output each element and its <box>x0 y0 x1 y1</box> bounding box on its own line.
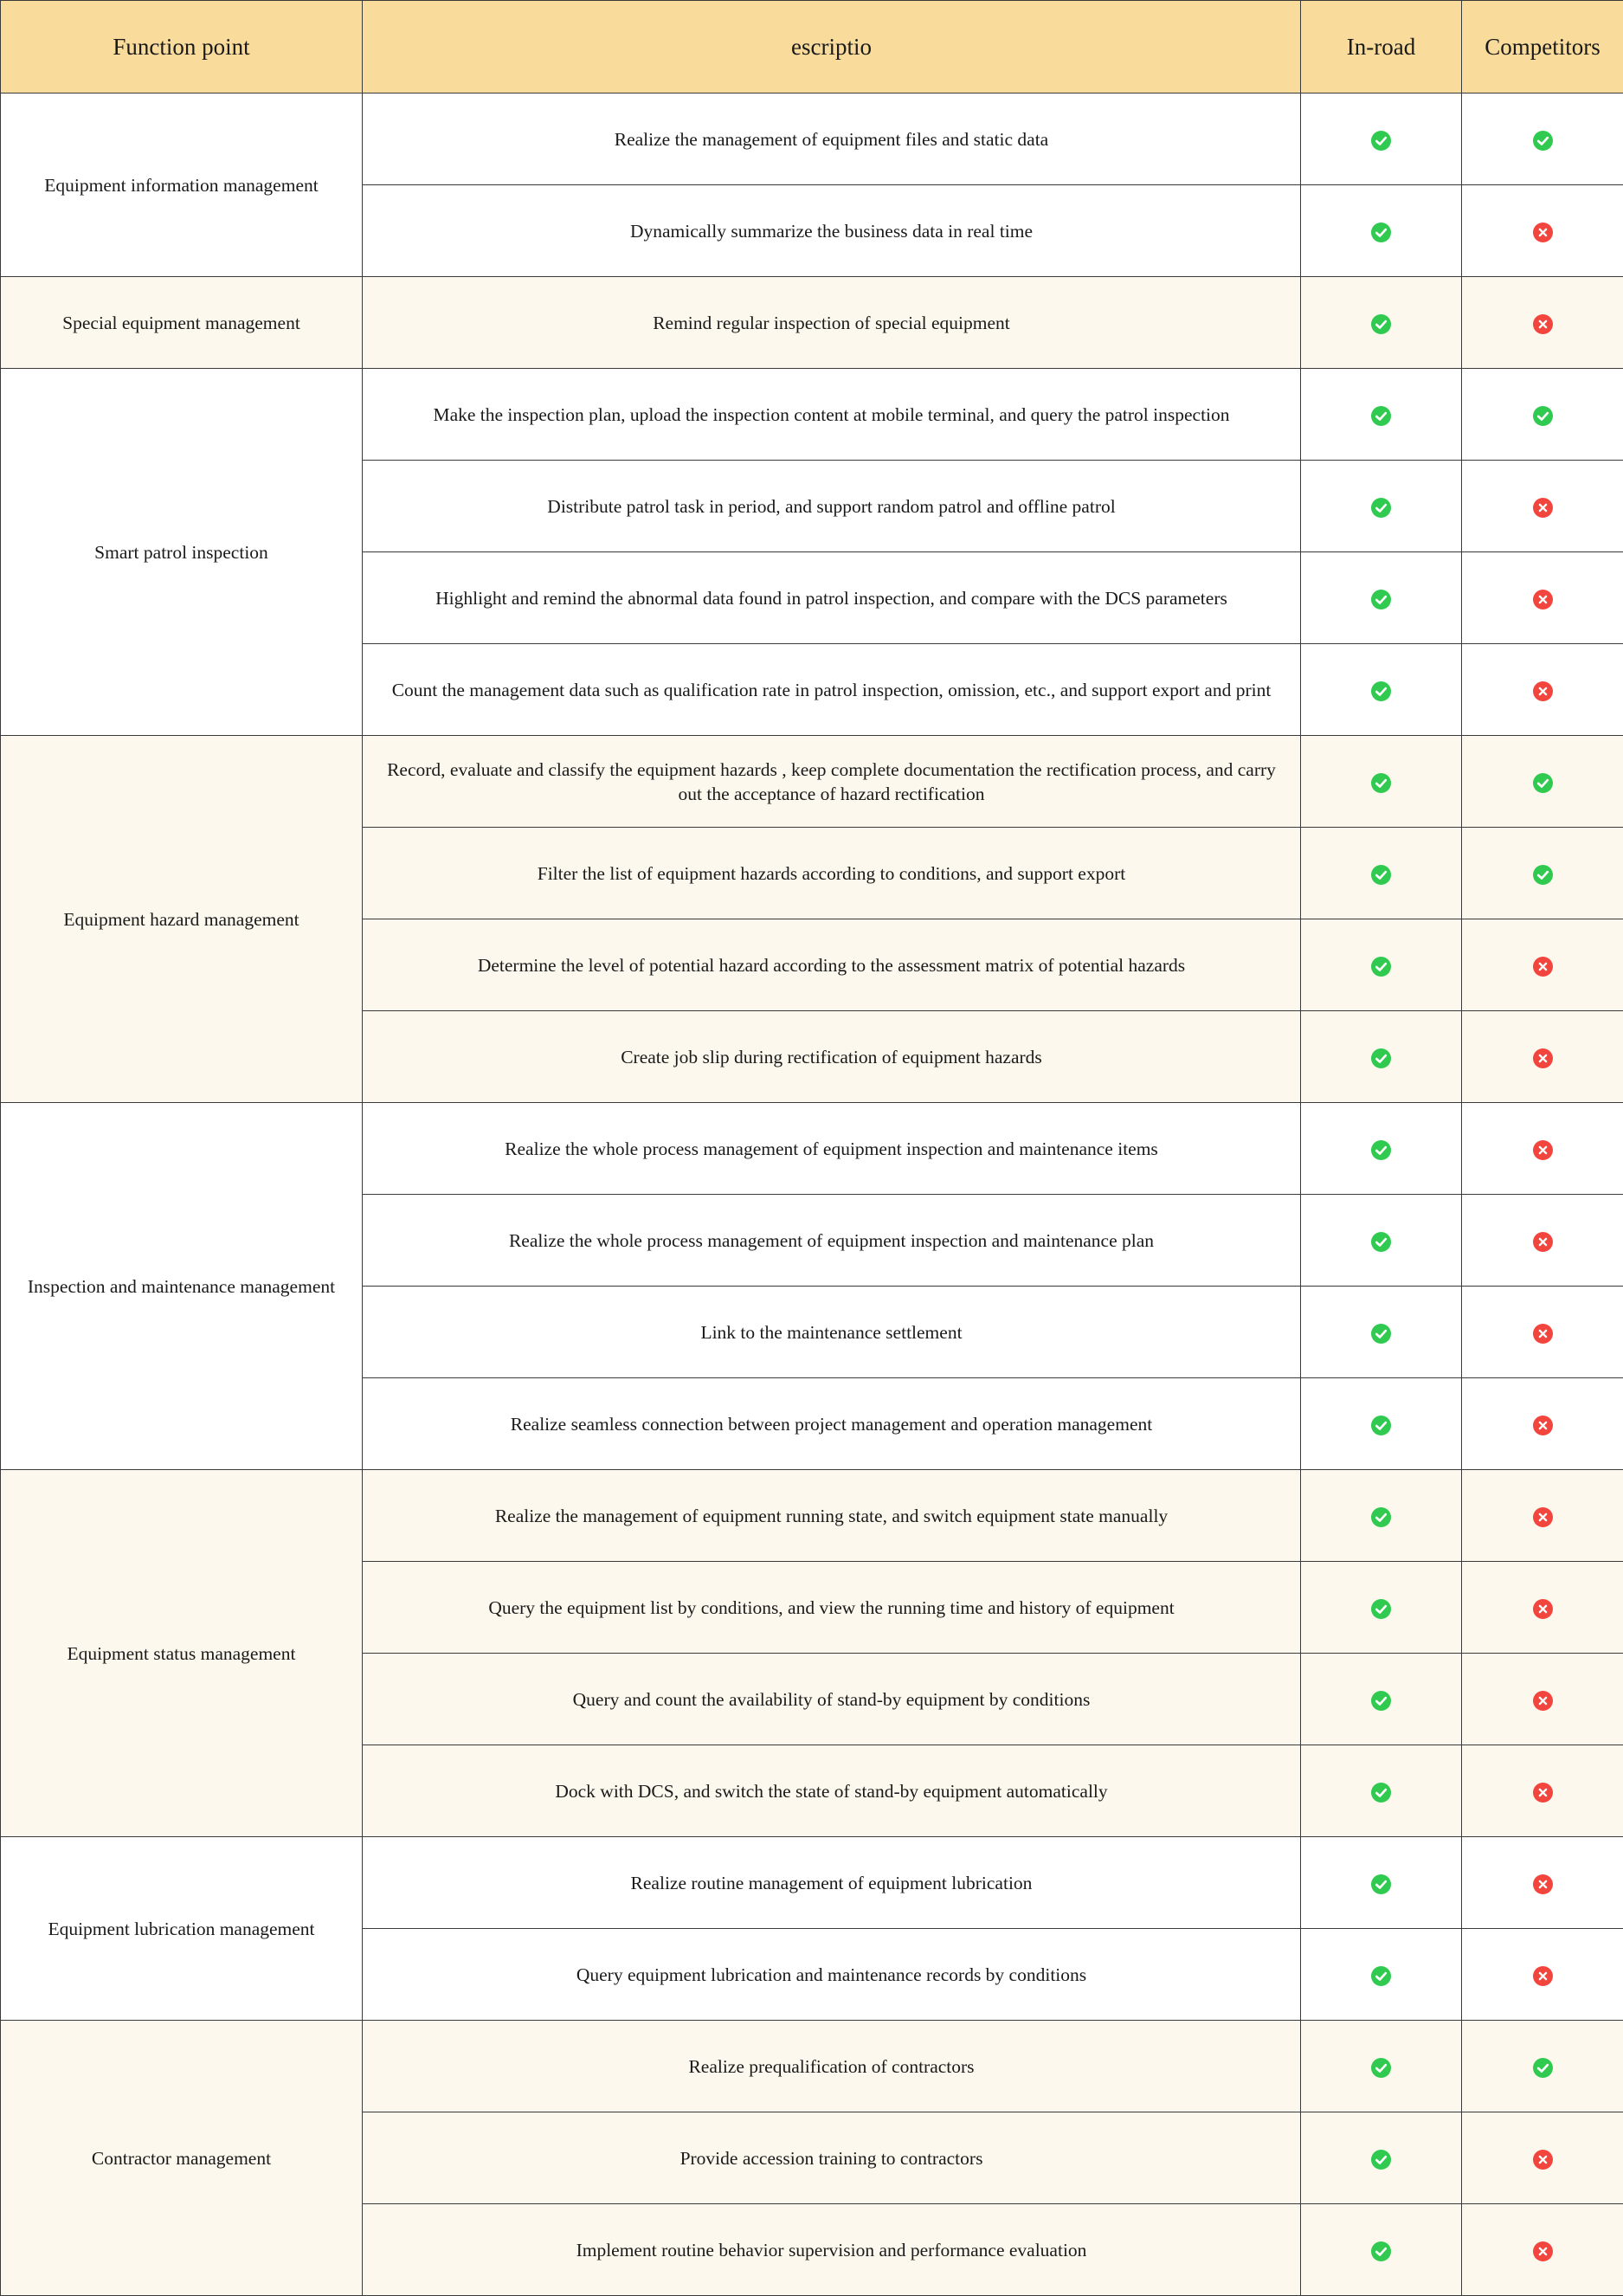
competitors-cell <box>1462 1837 1623 1929</box>
competitors-cell <box>1462 1745 1623 1837</box>
cross-circle-icon <box>1533 498 1553 518</box>
cross-circle-icon <box>1533 2241 1553 2261</box>
in-road-cell <box>1301 644 1462 736</box>
in-road-cell <box>1301 2112 1462 2204</box>
header-competitors: Competitors <box>1462 1 1623 94</box>
check-circle-icon <box>1371 2241 1391 2261</box>
in-road-cell <box>1301 1011 1462 1103</box>
table-row <box>1 1103 1623 1195</box>
competitors-cell <box>1462 2021 1623 2112</box>
function-group <box>1 94 1623 277</box>
check-circle-icon <box>1371 865 1391 885</box>
competitors-cell <box>1462 1654 1623 1745</box>
cross-circle-icon <box>1533 1691 1553 1711</box>
check-circle-icon <box>1371 1140 1391 1160</box>
competitors-cell <box>1462 828 1623 919</box>
description-cell: Query the equipment list by conditions, and view the running time and history of equipment <box>363 1562 1301 1654</box>
header-function-point: Function point <box>1 1 363 94</box>
competitors-cell <box>1462 461 1623 552</box>
competitors-cell <box>1462 2112 1623 2204</box>
check-circle-icon <box>1371 1966 1391 1986</box>
in-road-cell <box>1301 1562 1462 1654</box>
table-header <box>1 1 1623 94</box>
cross-circle-icon <box>1533 1599 1553 1619</box>
in-road-cell <box>1301 828 1462 919</box>
in-road-cell <box>1301 369 1462 461</box>
in-road-cell <box>1301 552 1462 644</box>
description-cell: Query equipment lubrication and maintenance records by conditions <box>363 1929 1301 2021</box>
function-group <box>1 736 1623 1103</box>
in-road-cell <box>1301 461 1462 552</box>
check-circle-icon <box>1371 1416 1391 1435</box>
competitors-cell <box>1462 1378 1623 1470</box>
competitors-cell <box>1462 644 1623 736</box>
cross-circle-icon <box>1533 223 1553 242</box>
check-circle-icon <box>1371 1324 1391 1344</box>
cross-circle-icon <box>1533 1966 1553 1986</box>
in-road-cell <box>1301 1287 1462 1378</box>
competitors-cell <box>1462 1103 1623 1195</box>
cross-circle-icon <box>1533 1048 1553 1068</box>
check-circle-icon <box>1371 957 1391 977</box>
in-road-cell <box>1301 1103 1462 1195</box>
description-cell: Record, evaluate and classify the equipment hazards , keep complete documentation the rectification process, and carry out the acceptance of hazard rectification <box>363 736 1301 828</box>
description-cell: Distribute patrol task in period, and support random patrol and offline patrol <box>363 461 1301 552</box>
check-circle-icon <box>1371 590 1391 609</box>
competitors-cell <box>1462 2204 1623 2296</box>
check-circle-icon <box>1533 131 1553 151</box>
competitors-cell <box>1462 1470 1623 1562</box>
check-circle-icon <box>1371 314 1391 334</box>
cross-circle-icon <box>1533 1507 1553 1527</box>
function-group <box>1 2021 1623 2296</box>
check-circle-icon <box>1371 498 1391 518</box>
description-cell: Realize the whole process management of equipment inspection and maintenance plan <box>363 1195 1301 1287</box>
in-road-cell <box>1301 1470 1462 1562</box>
description-cell: Remind regular inspection of special equipment <box>363 277 1301 369</box>
function-point-cell: Inspection and maintenance management <box>1 1103 363 1470</box>
description-cell: Realize the management of equipment files and static data <box>363 94 1301 185</box>
check-circle-icon <box>1371 131 1391 151</box>
competitors-cell <box>1462 736 1623 828</box>
description-cell: Count the management data such as qualification rate in patrol inspection, omission, etc., and support export and print <box>363 644 1301 736</box>
competitors-cell <box>1462 1929 1623 2021</box>
table-row <box>1 94 1623 185</box>
check-circle-icon <box>1371 2150 1391 2170</box>
description-cell: Dynamically summarize the business data in real time <box>363 185 1301 277</box>
check-circle-icon <box>1533 2058 1553 2078</box>
in-road-cell <box>1301 1929 1462 2021</box>
description-cell: Highlight and remind the abnormal data found in patrol inspection, and compare with the DCS parameters <box>363 552 1301 644</box>
function-point-cell: Contractor management <box>1 2021 363 2296</box>
check-circle-icon <box>1533 406 1553 426</box>
check-circle-icon <box>1371 773 1391 793</box>
in-road-cell <box>1301 277 1462 369</box>
header-in-road: In-road <box>1301 1 1462 94</box>
competitors-cell <box>1462 1011 1623 1103</box>
cross-circle-icon <box>1533 1232 1553 1252</box>
function-group <box>1 277 1623 369</box>
cross-circle-icon <box>1533 2150 1553 2170</box>
check-circle-icon <box>1371 1507 1391 1527</box>
function-point-cell: Equipment lubrication management <box>1 1837 363 2021</box>
check-circle-icon <box>1371 406 1391 426</box>
function-group <box>1 1837 1623 2021</box>
cross-circle-icon <box>1533 681 1553 701</box>
in-road-cell <box>1301 736 1462 828</box>
function-group <box>1 369 1623 736</box>
in-road-cell <box>1301 185 1462 277</box>
cross-circle-icon <box>1533 1324 1553 1344</box>
check-circle-icon <box>1371 2058 1391 2078</box>
description-cell: Filter the list of equipment hazards according to conditions, and support export <box>363 828 1301 919</box>
description-cell: Dock with DCS, and switch the state of stand-by equipment automatically <box>363 1745 1301 1837</box>
check-circle-icon <box>1371 681 1391 701</box>
table-row <box>1 736 1623 828</box>
header-row <box>1 1 1623 94</box>
cross-circle-icon <box>1533 957 1553 977</box>
check-circle-icon <box>1371 1599 1391 1619</box>
function-group <box>1 1103 1623 1470</box>
description-cell: Implement routine behavior supervision and performance evaluation <box>363 2204 1301 2296</box>
table-row <box>1 1837 1623 1929</box>
in-road-cell <box>1301 2204 1462 2296</box>
table-row <box>1 2021 1623 2112</box>
description-cell: Determine the level of potential hazard according to the assessment matrix of potential hazards <box>363 919 1301 1011</box>
check-circle-icon <box>1371 223 1391 242</box>
competitors-cell <box>1462 369 1623 461</box>
check-circle-icon <box>1371 1783 1391 1803</box>
in-road-cell <box>1301 919 1462 1011</box>
cross-circle-icon <box>1533 1416 1553 1435</box>
check-circle-icon <box>1533 773 1553 793</box>
check-circle-icon <box>1371 1874 1391 1894</box>
function-point-cell: Smart patrol inspection <box>1 369 363 736</box>
competitors-cell <box>1462 94 1623 185</box>
description-cell: Create job slip during rectification of equipment hazards <box>363 1011 1301 1103</box>
check-circle-icon <box>1371 1048 1391 1068</box>
description-cell: Provide accession training to contractors <box>363 2112 1301 2204</box>
in-road-cell <box>1301 2021 1462 2112</box>
table-row <box>1 1470 1623 1562</box>
in-road-cell <box>1301 1837 1462 1929</box>
table-row <box>1 277 1623 369</box>
description-cell: Query and count the availability of stand-by equipment by conditions <box>363 1654 1301 1745</box>
description-cell: Realize seamless connection between project management and operation management <box>363 1378 1301 1470</box>
competitors-cell <box>1462 277 1623 369</box>
in-road-cell <box>1301 1654 1462 1745</box>
cross-circle-icon <box>1533 1783 1553 1803</box>
competitors-cell <box>1462 185 1623 277</box>
header-description: escriptio <box>363 1 1301 94</box>
function-point-cell: Equipment status management <box>1 1470 363 1837</box>
description-cell: Make the inspection plan, upload the inspection content at mobile terminal, and query the patrol inspection <box>363 369 1301 461</box>
description-cell: Link to the maintenance settlement <box>363 1287 1301 1378</box>
cross-circle-icon <box>1533 1140 1553 1160</box>
competitors-cell <box>1462 1562 1623 1654</box>
cross-circle-icon <box>1533 314 1553 334</box>
in-road-cell <box>1301 1195 1462 1287</box>
check-circle-icon <box>1533 865 1553 885</box>
function-point-cell: Equipment information management <box>1 94 363 277</box>
table-row <box>1 369 1623 461</box>
cross-circle-icon <box>1533 1874 1553 1894</box>
function-group <box>1 1470 1623 1837</box>
in-road-cell <box>1301 1745 1462 1837</box>
description-cell: Realize prequalification of contractors <box>363 2021 1301 2112</box>
check-circle-icon <box>1371 1232 1391 1252</box>
competitors-cell <box>1462 552 1623 644</box>
description-cell: Realize the whole process management of equipment inspection and maintenance items <box>363 1103 1301 1195</box>
description-cell: Realize the management of equipment running state, and switch equipment state manually <box>363 1470 1301 1562</box>
function-point-cell: Equipment hazard management <box>1 736 363 1103</box>
check-circle-icon <box>1371 1691 1391 1711</box>
description-cell: Realize routine management of equipment lubrication <box>363 1837 1301 1929</box>
competitors-cell <box>1462 1287 1623 1378</box>
competitors-cell <box>1462 919 1623 1011</box>
function-point-cell: Special equipment management <box>1 277 363 369</box>
cross-circle-icon <box>1533 590 1553 609</box>
competitors-cell <box>1462 1195 1623 1287</box>
in-road-cell <box>1301 1378 1462 1470</box>
in-road-cell <box>1301 94 1462 185</box>
